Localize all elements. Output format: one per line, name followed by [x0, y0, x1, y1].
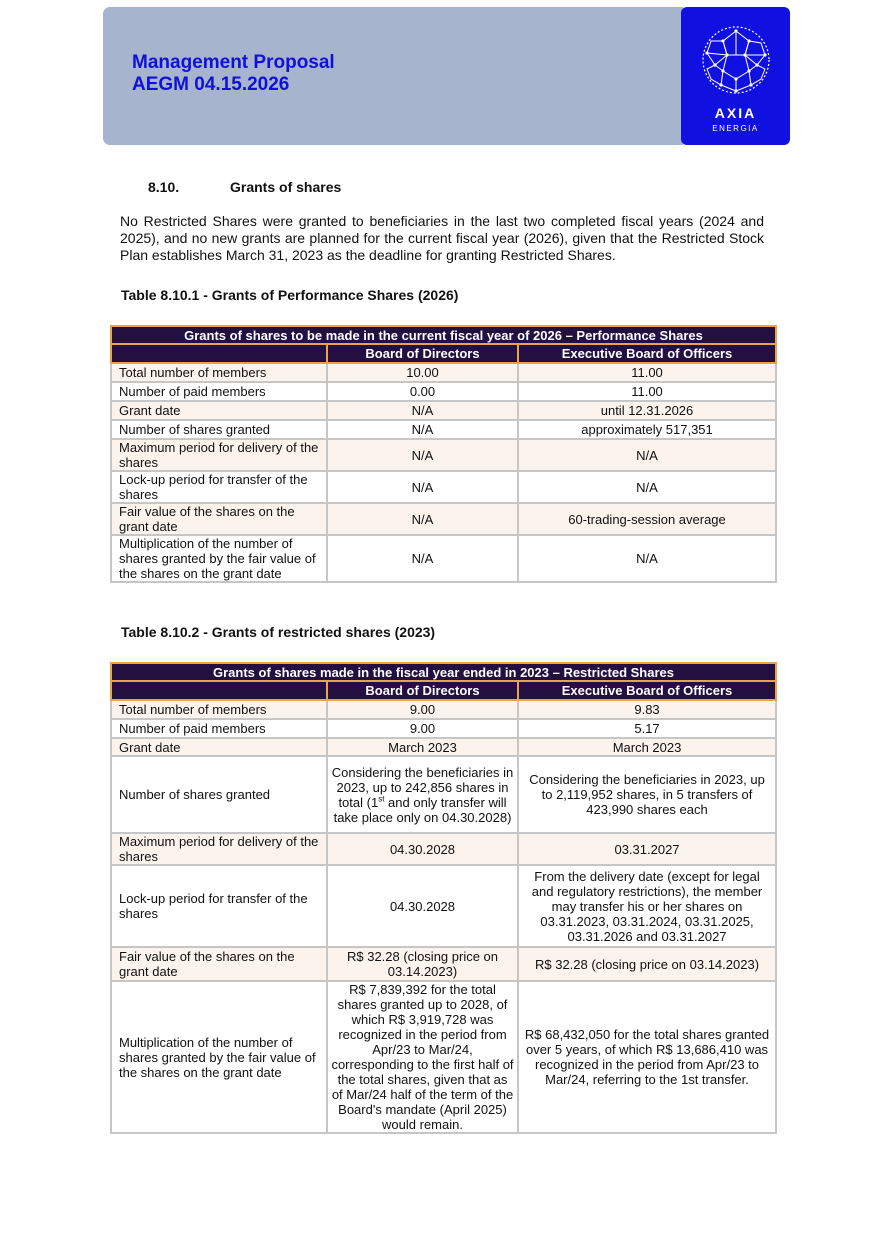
table-row	[111, 401, 776, 420]
document-title	[132, 52, 335, 96]
exec-value: N/A	[518, 535, 776, 582]
logo-subtitle: ENERGIA	[712, 124, 759, 133]
intro-paragraph: No Restricted Shares were granted to beneficiaries in the last two completed fiscal years (2024 and 2025), and no new grants are planned for the current fiscal year (2026), given that the Restricted Stock Plan establishes March 31, 2023 as the deadline for granting Restricted Shares.	[120, 213, 764, 263]
table1-col-exec: Executive Board of Officers	[518, 344, 776, 363]
performance-shares-table	[110, 325, 777, 583]
board-value: N/A	[327, 439, 518, 471]
exec-value: until 12.31.2026	[518, 401, 776, 420]
row-label: Grant date	[111, 738, 327, 756]
table-row	[111, 363, 776, 382]
row-label: Lock-up period for transfer of the shares	[111, 471, 327, 503]
exec-value: approximately 517,351	[518, 420, 776, 439]
section-number: 8.10.	[148, 179, 180, 195]
ordinal-suffix: st	[378, 794, 385, 804]
table2-banner: Grants of shares made in the fiscal year ended in 2023 – Restricted Shares	[111, 663, 776, 681]
exec-value: N/A	[518, 471, 776, 503]
document-title-line2: AEGM 04.15.2026	[132, 74, 290, 95]
table1-corner-cell	[111, 344, 327, 363]
board-value: 9.00	[327, 700, 518, 719]
document-title-line1: Management Proposal	[132, 52, 335, 73]
exec-value: Considering the beneficiaries in 2023, up to 2,119,952 shares, in 5 transfers of 423,990 shares each	[518, 756, 776, 833]
board-value: March 2023	[327, 738, 518, 756]
board-value: N/A	[327, 471, 518, 503]
table-row	[111, 833, 776, 865]
board-value: N/A	[327, 420, 518, 439]
globe-logo-icon	[701, 25, 771, 95]
company-logo	[681, 7, 790, 145]
board-value: R$ 32.28 (closing price on 03.14.2023)	[327, 947, 518, 981]
table-row	[111, 756, 776, 833]
table-row	[111, 738, 776, 756]
row-label: Number of shares granted	[111, 756, 327, 833]
board-value	[327, 756, 518, 833]
table-row	[111, 420, 776, 439]
table1-banner: Grants of shares to be made in the current fiscal year of 2026 – Performance Shares	[111, 326, 776, 344]
exec-value: 11.00	[518, 363, 776, 382]
row-label: Fair value of the shares on the grant date	[111, 503, 327, 535]
row-label: Number of paid members	[111, 719, 327, 738]
row-label: Grant date	[111, 401, 327, 420]
exec-value: R$ 32.28 (closing price on 03.14.2023)	[518, 947, 776, 981]
row-label: Maximum period for delivery of the shares	[111, 439, 327, 471]
row-label: Multiplication of the number of shares granted by the fair value of the shares on the grant date	[111, 981, 327, 1133]
board-value: N/A	[327, 535, 518, 582]
table-row	[111, 503, 776, 535]
exec-value: 5.17	[518, 719, 776, 738]
row-label: Number of shares granted	[111, 420, 327, 439]
board-value: N/A	[327, 503, 518, 535]
board-value: 04.30.2028	[327, 833, 518, 865]
table-row	[111, 471, 776, 503]
table-row	[111, 700, 776, 719]
table1-caption: Table 8.10.1 - Grants of Performance Shares (2026)	[121, 287, 459, 303]
table-row	[111, 535, 776, 582]
row-label: Total number of members	[111, 363, 327, 382]
board-value-pre: Considering the beneficiaries in 2023, up to 242,856 shares in total (1	[331, 764, 514, 810]
table-row	[111, 981, 776, 1133]
table2-caption: Table 8.10.2 - Grants of restricted shares (2023)	[121, 624, 436, 640]
board-value: R$ 7,839,392 for the total shares granted up to 2028, of which R$ 3,919,728 was recognized in the period from Apr/23 to Mar/24, corresponding to the first half of the total shares, given that as of Mar/24 half of the term of the Board's mandate (April 2025) would remain.	[327, 981, 518, 1133]
exec-value: 9.83	[518, 700, 776, 719]
board-value-post: and only transfer will take place only on 04.30.2028)	[333, 794, 512, 825]
table2-col-exec: Executive Board of Officers	[518, 681, 776, 700]
row-label: Total number of members	[111, 700, 327, 719]
exec-value: From the delivery date (except for legal and regulatory restrictions), the member may transfer his or her shares on 03.31.2023, 03.31.2024, 03.31.2025, 03.31.2026 and 03.31.2027	[518, 865, 776, 947]
row-label: Multiplication of the number of shares granted by the fair value of the shares on the grant date	[111, 535, 327, 582]
restricted-shares-table	[110, 662, 777, 1134]
board-value: 9.00	[327, 719, 518, 738]
row-label: Fair value of the shares on the grant date	[111, 947, 327, 981]
row-label: Number of paid members	[111, 382, 327, 401]
table-row	[111, 865, 776, 947]
exec-value: March 2023	[518, 738, 776, 756]
board-value: 10.00	[327, 363, 518, 382]
exec-value: 03.31.2027	[518, 833, 776, 865]
table-row	[111, 382, 776, 401]
exec-value: R$ 68,432,050 for the total shares granted over 5 years, of which R$ 13,686,410 was recognized in the period from Apr/23 to Mar/24, referring to the 1st transfer.	[518, 981, 776, 1133]
logo-wordmark: AXIA	[714, 105, 757, 121]
table-row	[111, 947, 776, 981]
row-label: Maximum period for delivery of the shares	[111, 833, 327, 865]
row-label: Lock-up period for transfer of the shares	[111, 865, 327, 947]
exec-value: N/A	[518, 439, 776, 471]
exec-value: 60-trading-session average	[518, 503, 776, 535]
board-value: 04.30.2028	[327, 865, 518, 947]
table-row	[111, 439, 776, 471]
exec-value: 11.00	[518, 382, 776, 401]
board-value: N/A	[327, 401, 518, 420]
table2-corner-cell	[111, 681, 327, 700]
table1-col-board: Board of Directors	[327, 344, 518, 363]
section-title: Grants of shares	[230, 179, 342, 195]
table2-col-board: Board of Directors	[327, 681, 518, 700]
board-value: 0.00	[327, 382, 518, 401]
table-row	[111, 719, 776, 738]
